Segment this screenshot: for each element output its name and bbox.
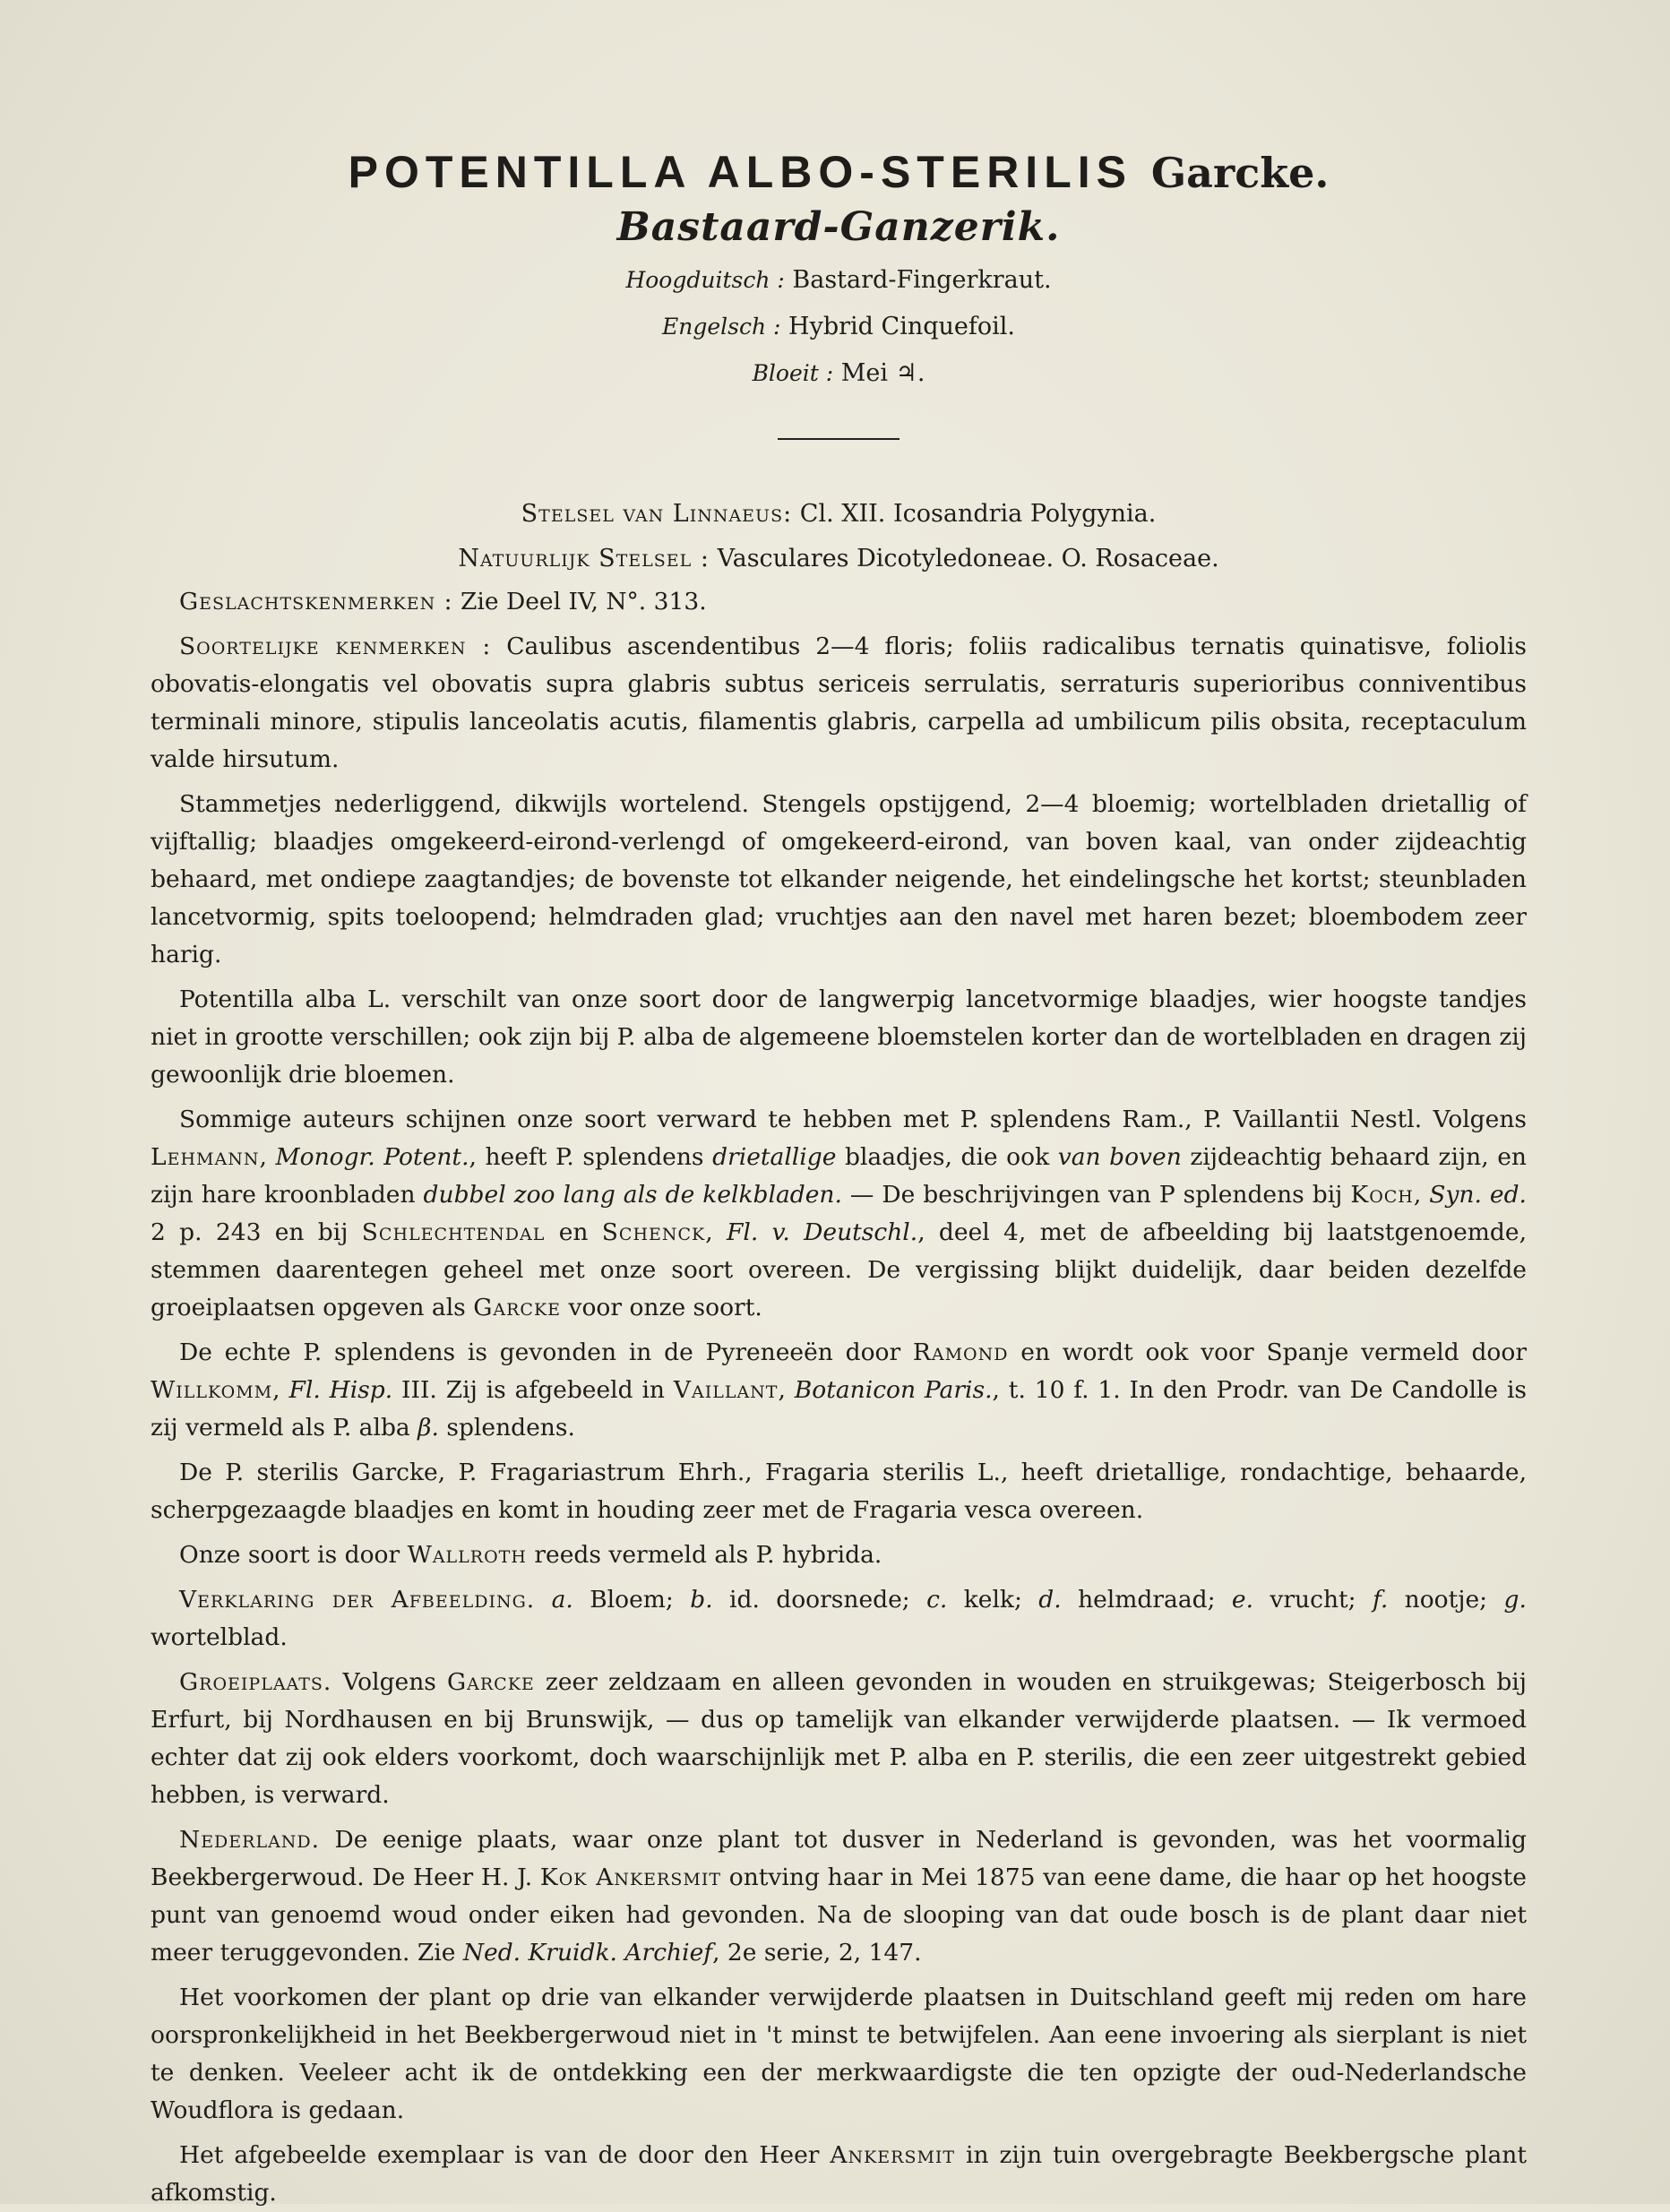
italic-text: g. (1503, 1586, 1527, 1614)
divider-rule (778, 438, 900, 440)
text-span: voor onze soort. (568, 1294, 762, 1321)
text-span: Nederland. (179, 1826, 321, 1854)
text-span: , t. 10 f. 1. In den Prodr. van De Candolle is zij vermeld als P. alba (151, 1376, 1528, 1442)
text-span: Koch (1350, 1181, 1414, 1209)
text-span: Groeiplaats. (179, 1668, 332, 1696)
text-span: wortelblad. (151, 1623, 288, 1651)
text-span: kelk; (963, 1586, 1022, 1614)
text-span: Garcke (446, 1668, 535, 1696)
italic-text: c. (926, 1586, 948, 1614)
text-span: Garcke (473, 1294, 562, 1321)
common-name: Bastaard-Ganzerik. (616, 204, 1061, 250)
text-span: Lehmann (151, 1143, 260, 1171)
italic-text: Botanicon Paris. (794, 1376, 993, 1404)
distribution-paragraph (151, 1334, 1527, 1447)
text-span: Ramond (912, 1338, 1009, 1366)
text-span: De eenige plaats, waar onze plant tot dusver in Nederland is gevonden, was het voormalig Beekbergerwoud. De Heer H. J. (151, 1826, 1527, 1891)
text-span: ontving haar in Mei 1875 van eene dame, die haar op het hoogste punt van genoemd woud onder eiken had gevonden. Na de slooping van dat oude bosch is de plant daar niet meer teruggevonden. Zie (151, 1863, 1527, 1967)
italic-text: Ned. Kruidk. Archief (462, 1939, 713, 1967)
text-span: , (705, 1218, 713, 1246)
sterilis-paragraph: De P. sterilis Garcke, P. Fragariastrum Ehrh., Fragaria sterilis L., heeft drietallige, rondachtige, behaarde, scherpgezaagde blaadjes en komt in houding zeer met de Fragaria vesca overeen. (151, 1459, 1527, 1524)
italic-text: d. (1038, 1586, 1062, 1614)
comparison-paragraph: Potentilla alba L. verschilt van onze soort door de langwerpig lancetvormige blaadjes, wier hoogste tandjes niet in grootte verschillen; ook zijn bij P. alba de algemeene bloemstelen korter dan de wortelbladen en dragen zij gewoonlijk drie bloemen. (151, 986, 1527, 1089)
text-span: De echte P. splendens is gevonden in de Pyreneeën door (179, 1338, 901, 1366)
text-span: Schlechtendal (361, 1218, 546, 1246)
text-span: splendens. (446, 1414, 575, 1442)
text-span: Sommige auteurs schijnen onze soort verward te hebben met P. splendens Ram., P. Vaillantii Nestl. Volgens (179, 1106, 1527, 1133)
text-span: — De beschrijvingen van P splendens bij (849, 1181, 1343, 1209)
text-span: , heeft P. splendens (469, 1143, 704, 1171)
species-name: POTENTILLA ALBO-STERILIS (348, 147, 1132, 197)
genus-characters (151, 583, 1527, 621)
text-span: Kok Ankersmit (539, 1863, 722, 1891)
text-span: Volgens (342, 1668, 436, 1696)
german-name: Hoogduitsch : Bastard-Fingerkraut. (625, 266, 1052, 294)
netherlands-paragraph (151, 1821, 1527, 1972)
italic-text: β. (418, 1414, 439, 1442)
text-span: en (558, 1218, 589, 1246)
text-span: zijdeachtig behaard zijn, en zijn hare kroonbladen (151, 1143, 1527, 1209)
text-span: Soortelijke kenmerken : (179, 633, 492, 660)
text-span: en wordt ook voor Spanje vermeld door (1020, 1338, 1527, 1366)
text-span: Schenck (601, 1218, 706, 1246)
italic-text: e. (1231, 1586, 1254, 1614)
text-span: 2 p. 243 en bij (151, 1218, 349, 1246)
text-span: zeer zeldzaam en alleen gevonden in wouden en struikgewas; Steigerbosch bij Erfurt, bij Nordhausen en bij Brunswijk, — dus op tamelijk van elkander verwijderde plaatsen. — Ik vermoed echter dat zij ook elders voorkomt, doch waarschijnlijk met P. alba en P. sterilis, die een zeer uitgestrekt gebied hebben, is verward. (151, 1668, 1527, 1809)
text-span: , (259, 1143, 267, 1171)
synonymy-paragraph (151, 1101, 1527, 1327)
wallroth-paragraph (151, 1536, 1527, 1574)
linnaeus-system: Stelsel van Linnaeus: Cl. XII. Icosandria Polygynia. (521, 500, 1157, 528)
species-author: Garcke. (1150, 149, 1330, 197)
text-span: Verklaring der Afbeelding. (179, 1586, 536, 1614)
text-span: Zie Deel IV, N°. 313. (461, 588, 707, 615)
text-span: Geslachtskenmerken : (179, 588, 453, 615)
text-span: in zijn tuin overgebragte Beekbergsche plant afkomstig. (151, 2141, 1527, 2207)
text-span: Bloem; (590, 1586, 674, 1614)
text-span: , deel 4, met de afbeelding bij laatstgenoemde, stemmen daarentegen geheel met onze soort overeen. De vergissing blijkt duidelijk, daar beiden dezelfde groeiplaatsen opgeven als (151, 1218, 1527, 1321)
italic-text: dubbel zoo lang als de kelkbladen. (423, 1181, 842, 1209)
names-block (151, 257, 1527, 397)
text-span: id. doorsnede; (729, 1586, 910, 1614)
text-span: , (778, 1376, 786, 1404)
italic-text: f. (1372, 1586, 1389, 1614)
text-span: Het afgebeelde exemplaar is van de door den Heer (179, 2141, 820, 2169)
text-span: , (1413, 1181, 1422, 1209)
origin-paragraph: Het voorkomen der plant op drie van elkander verwijderde plaatsen in Duitschland geeft mij reden om hare oorspronkelijkheid in het Beekbergerwoud niet in 't minst te betwijfelen. Aan eene invoering als sierplant is niet te denken. Veeleer acht ik de ontdekking een der merkwaardigste die ten opzigte der oud-Nederlandsche Woudflora is gedaan. (151, 1984, 1527, 2124)
text-span: Wallroth (407, 1541, 527, 1569)
text-span: III. Zij is afgebeeld in (401, 1376, 665, 1404)
page-title (151, 145, 1527, 199)
text-span: blaadjes, die ook (844, 1143, 1050, 1171)
text-span: Willkomm (151, 1376, 273, 1404)
italic-text: van boven (1057, 1143, 1182, 1171)
italic-text: a. (551, 1586, 573, 1614)
habitat-paragraph (151, 1664, 1527, 1814)
text-span: nootje; (1404, 1586, 1488, 1614)
italic-text: b. (690, 1586, 713, 1614)
italic-text: Fl. v. Deutschl. (727, 1218, 918, 1246)
text-span: Onze soort is door (179, 1541, 400, 1569)
italic-text: drietallige (712, 1143, 837, 1171)
text-span: , (272, 1376, 280, 1404)
text-span: , 2e serie, 2, 147. (712, 1939, 922, 1967)
description-paragraph: Stammetjes nederliggend, dikwijls wortelend. Stengels opstijgend, 2—4 bloemig; wortelbladen drietallig of vijftallig; blaadjes omgekeerd-eirond-verlengd of omgekeerd-eirond, van boven kaal, van onder zijdeachtig behaard, met ondiepe zaagtandjes; de bovenste tot elkander neigende, het eindelingsche het kortst; steunbladen lancetvormig, spits toeloopend; helmdraden glad; vruchtjes aan den navel met haren bezet; bloembodem zeer harig. (151, 790, 1527, 968)
text-span: vrucht; (1270, 1586, 1356, 1614)
text-span: helmdraad; (1078, 1586, 1216, 1614)
italic-text: Monogr. Potent. (275, 1143, 469, 1171)
text-span: Ankersmit (830, 2141, 956, 2169)
figure-legend (151, 1581, 1527, 1657)
specimen-paragraph (151, 2137, 1527, 2212)
natural-system: Natuurlijk Stelsel : Vasculares Dicotyledoneae. O. Rosaceae. (458, 545, 1219, 572)
italic-text: Syn. ed. (1429, 1181, 1527, 1209)
flowering-time: Bloeit : Mei ♃. (752, 359, 925, 387)
italic-text: Fl. Hisp. (288, 1376, 393, 1404)
text-span: Caulibus ascendentibus 2—4 floris; foliis radicalibus ternatis quinatisve, foliolis obovatis-elongatis vel obovatis supra glabris subtus sericeis serrulatis, serraturis superioribus conniventibus terminali minore, stipulis lanceolatis acutis, filamentis glabris, carpella ad umbilicum pilis obsita, receptaculum valde hirsutum. (151, 633, 1527, 773)
species-characters (151, 628, 1527, 779)
text-span: Vaillant (673, 1376, 779, 1404)
text-span: reeds vermeld als P. hybrida. (534, 1541, 882, 1569)
english-name: Engelsch : Hybrid Cinquefoil. (662, 313, 1015, 340)
